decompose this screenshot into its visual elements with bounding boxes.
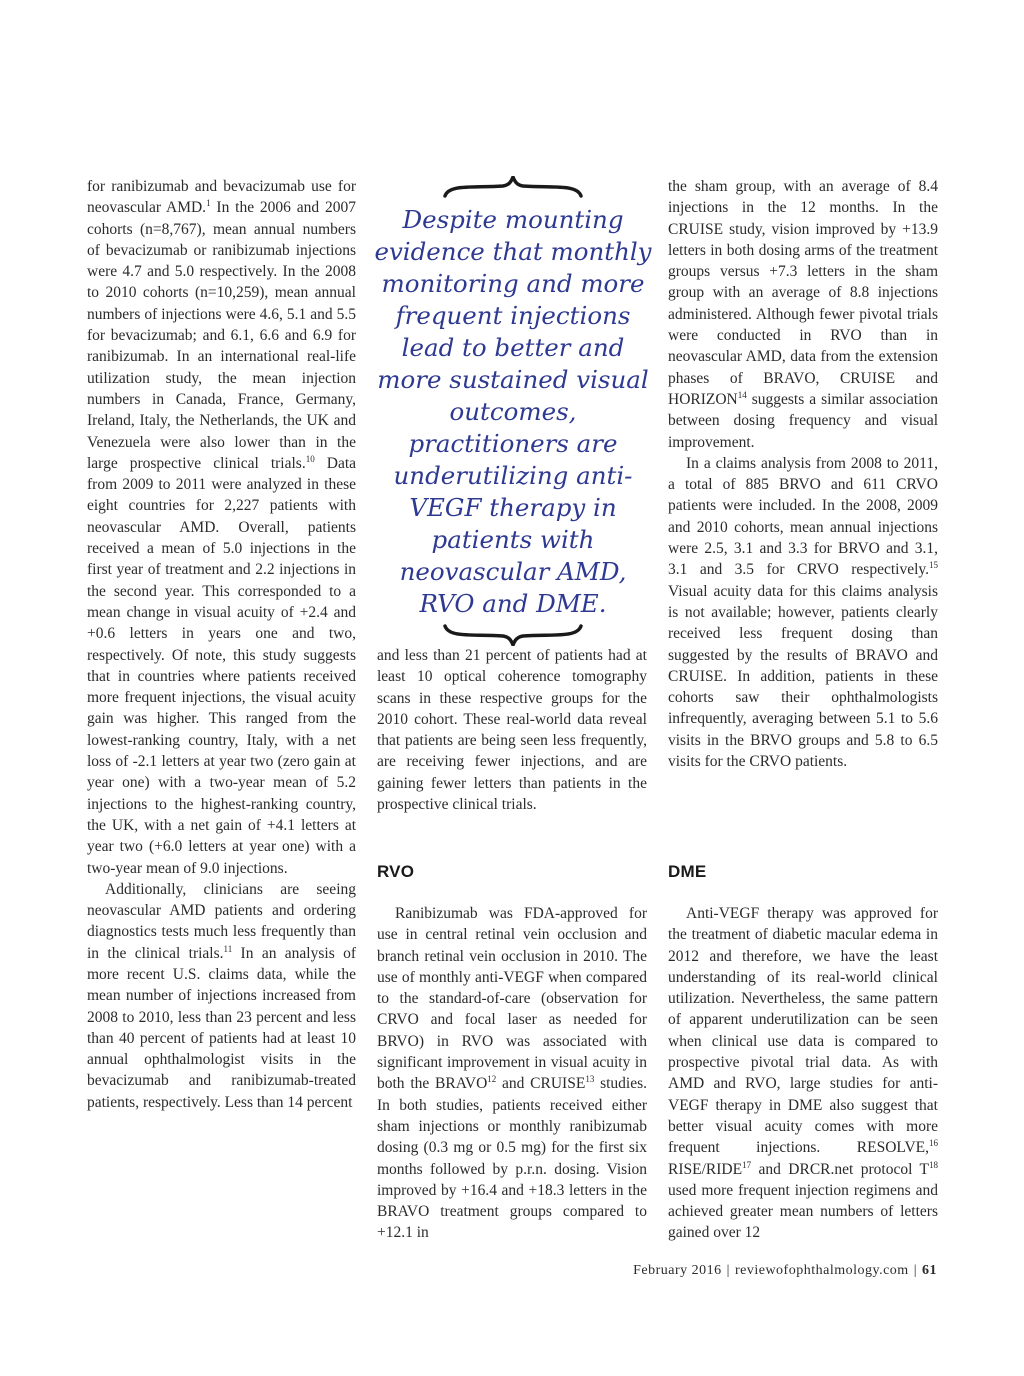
column-3-dme <box>668 903 938 1244</box>
column-2-top <box>377 645 647 815</box>
paragraph: In a claims analysis from 2008 to 2011, a total of 885 BRVO and 611 CRVO patients were included. In the 2008, 2009 and 2010 cohorts, mean annual injections were 2.5, 3.1 and 3.3 for BRVO and 3.1, 3.1 and 3.5 for CRVO respectively.$^{15}$ Visual acuity data for this claims analysis is not available; however, patients clearly received less frequent dosing than suggested by the results of BRAVO and CRUISE. In addition, patients in these cohorts saw their ophthalmologists infrequently, averaging between 5.1 to 5.6 visits in the BRVO groups and 5.8 to 6.5 visits for the CRVO patients. <box>668 454 938 771</box>
page-number: 61 <box>922 1263 937 1278</box>
paragraph: Additionally, clinicians are seeing neovascular AMD patients and ordering diagnostics tests much less frequently than in the clinical trials.$^{11}$ In an analysis of more recent U.S. claims data, while the mean number of injections increased from 2008 to 2010, less than 23 percent and less than 40 percent of patients had at least 10 annual ophthalmologist visits in the bevacizumab and ranibizumab-treated patients, respectively. Less than 14 percent <box>87 880 356 1111</box>
paragraph: Ranibizumab was FDA-approved for use in central retinal vein occlusion and branch retinal vein occlusion in 2010. The use of monthly anti-VEGF when compared to the standard-of-care (observation for CRVO and focal laser as needed for BRVO) in RVO was associated with significant improvement in visual acuity in both the BRAVO$^{12}$ and CRUISE$^{13}$ studies. In both studies, patients received either sham injections or monthly ranibizumab dosing (0.3 mg or 0.5 mg) for the first six months followed by p.r.n. dosing. Vision improved by +16.4 and +18.3 letters in the BRAVO treatment groups compared to +12.1 in <box>377 905 648 1242</box>
paragraph: and less than 21 percent of patients had at least 10 optical coherence tomography scans in these respective groups for the 2010 cohort. These real-world data reveal that patients are being seen less frequently, are receiving fewer injections, and are gaining fewer letters than patients in the prospective clinical trials. <box>377 647 647 814</box>
footnote-ref: 17 <box>742 1159 752 1170</box>
divider: | <box>913 1263 917 1278</box>
section-heading-rvo: RVO <box>377 862 415 881</box>
brace-bottom-icon <box>443 624 583 646</box>
website-link[interactable]: reviewofophthalmology.com <box>734 1263 909 1278</box>
footnote-ref: 15 <box>929 560 938 571</box>
issue-date: February 2016 <box>633 1263 722 1278</box>
brace-top-icon <box>443 176 583 198</box>
pull-quote-text: Despite mounting evidence that monthly monitoring and more frequent injections lead to better and more sustained visual outcomes, practitioners are underutilizing anti-VEGF therapy in patients with neovascular AMD, RVO and DME. <box>374 205 652 618</box>
column-2-rvo <box>377 903 647 1244</box>
footnote-ref: 16 <box>929 1138 938 1149</box>
footnote-ref: 10 <box>305 453 315 464</box>
divider: | <box>726 1263 730 1278</box>
footnote-ref: 18 <box>929 1159 938 1170</box>
section-heading-dme: DME <box>668 862 707 881</box>
paragraph: for ranibizumab and bevacizumab use for neovascular AMD.$^1$ In the 2006 and 2007 cohorts (n=8,767), mean annual numbers of bevacizumab or ranibizumab injections were 4.7 and 5.0 respectively. In the 2008 to 2010 cohorts (n=10,259), mean annual numbers of injections were 4.6, 5.1 and 5.5 for bevacizumab; and 6.1, 6.6 and 6.9 for ranibizumab. In an international real-life utilization study, the mean injection numbers in Canada, France, Germany, Ireland, Italy, the Netherlands, the UK and Venezuela were also lower than in the large prospective clinical trials.$^{10}$ Data from 2009 to 2011 were analyzed in these eight countries for 2,227 patients with neovascular AMD. Overall, patients received a mean of 5.0 injections in the first year of treatment and 2.2 injections in the second year. This corresponded to a mean change in visual acuity of +2.4 and +0.6 letters in years one and two, respectively. Of note, this study suggests that in countries where patients received more frequent injections, the visual acuity gain was higher. This ranged from the lowest-ranking country, Italy, with a net loss of -2.1 letters at year two (zero gain at year one) with a two-year mean of 5.2 injections to the highest-ranking country, the UK, with a net gain of +4.1 letters at year two (+6.0 letters at year one) with a two-year mean of 9.0 injections. <box>87 178 357 877</box>
footnote-ref: 11 <box>223 943 233 954</box>
paragraph: Anti-VEGF therapy was approved for the treatment of diabetic macular edema in 2012 and therefore, we have the least understanding of its real-world clinical utilization. Nevertheless, the same pattern of apparent underutilization can be seen when clinical use data is compared to prospective pivotal trial data. As with AMD and RVO, large studies for anti-VEGF therapy in DME also suggest that better visual acuity comes with more frequent injections. RESOLVE,$^{16}$ RISE/RIDE$^{17}$ and DRCR.net protocol $T^{18}$ used more frequent injection regimens and achieved greater mean numbers of letters gained over 12 <box>668 905 938 1242</box>
footnote-ref: 12 <box>487 1074 497 1085</box>
footnote-ref: 1 <box>206 198 211 209</box>
page-footer <box>633 1263 937 1279</box>
column-1 <box>87 176 356 1113</box>
paragraph: the sham group, with an average of 8.4 injections in the 12 months. In the CRUISE study, vision improved by +13.9 letters in both dosing arms of the treatment groups versus +7.3 letters in the sham group with an average of 8.8 injections administered. Although fewer pivotal trials were conducted in RVO than in neovascular AMD, data from the extension phases of BRAVO, CRUISE and HORIZON$^{14}$ suggests a similar association between dosing frequency and visual improvement. <box>668 178 938 451</box>
footnote-ref: 14 <box>737 389 747 400</box>
column-3-top <box>668 176 938 772</box>
pull-quote <box>372 176 654 616</box>
footnote-ref: 13 <box>585 1074 595 1085</box>
